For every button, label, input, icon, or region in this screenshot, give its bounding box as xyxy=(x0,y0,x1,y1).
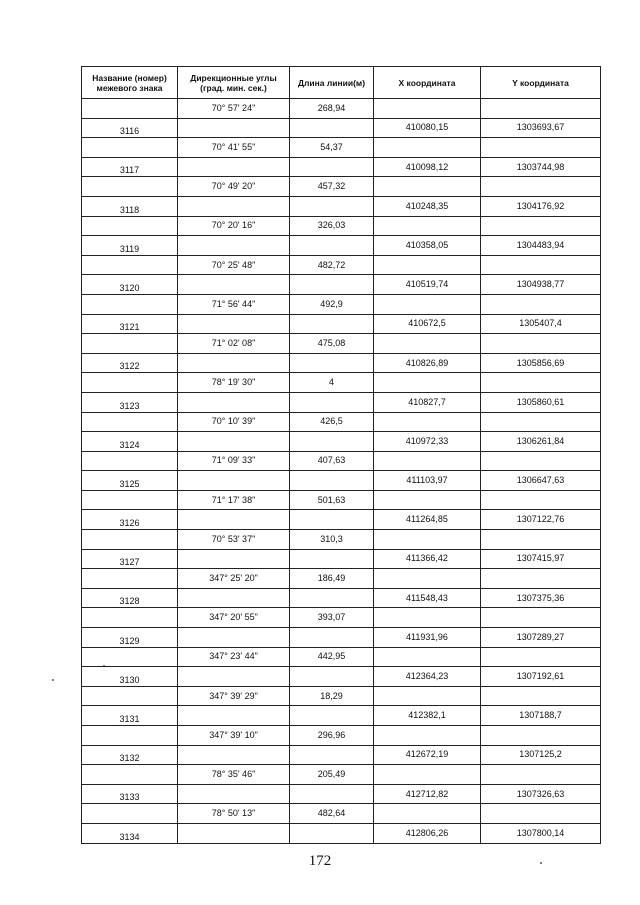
line-length-cell: 426,5 xyxy=(290,412,374,432)
x-coordinate-cell xyxy=(374,647,481,667)
mark-name-cell: 3116 xyxy=(82,118,178,138)
line-length-cell: 205,49 xyxy=(290,765,374,785)
x-coordinate-cell: 411931,96 xyxy=(374,628,481,648)
table-row xyxy=(82,510,601,530)
table-row xyxy=(82,784,601,804)
line-length-cell: 326,03 xyxy=(290,216,374,236)
y-coordinate-cell xyxy=(481,99,601,119)
line-length-cell xyxy=(290,628,374,648)
y-coordinate-cell: 1307188,7 xyxy=(481,706,601,726)
x-coordinate-cell: 412806,26 xyxy=(374,823,481,843)
y-coordinate-cell: 1305860,61 xyxy=(481,392,601,412)
table-row xyxy=(82,294,601,314)
bearing-cell: 70° 20' 16" xyxy=(178,216,290,236)
line-length-cell: 296,96 xyxy=(290,726,374,746)
y-coordinate-cell: 1307326,63 xyxy=(481,784,601,804)
mark-name-cell xyxy=(82,216,178,236)
table-row xyxy=(82,99,601,119)
mark-name-cell xyxy=(82,608,178,628)
table-row xyxy=(82,314,601,334)
x-coordinate-cell xyxy=(374,765,481,785)
mark-name-cell xyxy=(82,569,178,589)
header-line-length: Длина линии(м) xyxy=(290,67,374,99)
header-x-coordinate: X координата xyxy=(374,67,481,99)
bearing-cell xyxy=(178,196,290,216)
line-length-cell xyxy=(290,745,374,765)
line-length-cell xyxy=(290,314,374,334)
bearing-cell: 70° 25' 48" xyxy=(178,255,290,275)
bearing-cell xyxy=(178,823,290,843)
line-length-cell xyxy=(290,236,374,256)
x-coordinate-cell: 410098,12 xyxy=(374,157,481,177)
bearing-cell: 70° 10' 39" xyxy=(178,412,290,432)
y-coordinate-cell: 1307289,27 xyxy=(481,628,601,648)
mark-name-cell: 3122 xyxy=(82,353,178,373)
y-coordinate-cell xyxy=(481,490,601,510)
table-row xyxy=(82,255,601,275)
bearing-cell: 71° 09' 33" xyxy=(178,451,290,471)
y-coordinate-cell: 1303693,67 xyxy=(481,118,601,138)
scan-speck xyxy=(103,665,105,666)
y-coordinate-cell xyxy=(481,569,601,589)
bearing-cell: 347° 20' 55" xyxy=(178,608,290,628)
y-coordinate-cell xyxy=(481,726,601,746)
x-coordinate-cell: 411366,42 xyxy=(374,549,481,569)
mark-name-cell xyxy=(82,530,178,550)
x-coordinate-cell xyxy=(374,686,481,706)
bearing-cell: 70° 53' 37" xyxy=(178,530,290,550)
mark-name-cell xyxy=(82,373,178,393)
y-coordinate-cell: 1303744,98 xyxy=(481,157,601,177)
line-length-cell xyxy=(290,471,374,491)
mark-name-cell xyxy=(82,686,178,706)
y-coordinate-cell: 1304938,77 xyxy=(481,275,601,295)
table-row xyxy=(82,549,601,569)
x-coordinate-cell xyxy=(374,99,481,119)
y-coordinate-cell xyxy=(481,177,601,197)
line-length-cell: 482,72 xyxy=(290,255,374,275)
table-row xyxy=(82,373,601,393)
page-number: 172 xyxy=(308,853,332,869)
line-length-cell: 4 xyxy=(290,373,374,393)
mark-name-cell xyxy=(82,804,178,824)
y-coordinate-cell: 1304176,92 xyxy=(481,196,601,216)
line-length-cell: 475,08 xyxy=(290,334,374,354)
line-length-cell: 54,37 xyxy=(290,138,374,158)
table-row xyxy=(82,275,601,295)
line-length-cell xyxy=(290,353,374,373)
x-coordinate-cell: 412712,82 xyxy=(374,784,481,804)
bearing-cell: 71° 17' 38" xyxy=(178,490,290,510)
bearing-cell xyxy=(178,706,290,726)
bearing-cell xyxy=(178,588,290,608)
x-coordinate-cell: 410358,05 xyxy=(374,236,481,256)
bearing-cell: 347° 23' 44" xyxy=(178,647,290,667)
x-coordinate-cell xyxy=(374,726,481,746)
bearing-cell xyxy=(178,118,290,138)
x-coordinate-cell xyxy=(374,569,481,589)
bearing-cell xyxy=(178,157,290,177)
x-coordinate-cell: 410826,89 xyxy=(374,353,481,373)
y-coordinate-cell: 1307125,2 xyxy=(481,745,601,765)
mark-name-cell: 3123 xyxy=(82,392,178,412)
x-coordinate-cell xyxy=(374,490,481,510)
x-coordinate-cell xyxy=(374,451,481,471)
mark-name-cell xyxy=(82,451,178,471)
y-coordinate-cell xyxy=(481,451,601,471)
x-coordinate-cell: 410519,74 xyxy=(374,275,481,295)
line-length-cell xyxy=(290,432,374,452)
table-row xyxy=(82,647,601,667)
bearing-cell: 78° 19' 30" xyxy=(178,373,290,393)
y-coordinate-cell xyxy=(481,216,601,236)
mark-name-cell: 3128 xyxy=(82,588,178,608)
header-mark-name: Название (номер) межевого знака xyxy=(82,67,178,99)
line-length-cell xyxy=(290,392,374,412)
bearing-cell: 70° 49' 20" xyxy=(178,177,290,197)
mark-name-cell xyxy=(82,490,178,510)
mark-name-cell xyxy=(82,138,178,158)
x-coordinate-cell xyxy=(374,530,481,550)
line-length-cell xyxy=(290,157,374,177)
bearing-cell: 70° 57' 24" xyxy=(178,99,290,119)
header-bearing: Дирекционные углы (град. мин. сек.) xyxy=(178,67,290,99)
scan-speck xyxy=(52,679,54,681)
mark-name-cell: 3134 xyxy=(82,823,178,843)
y-coordinate-cell: 1307192,61 xyxy=(481,667,601,687)
line-length-cell: 492,9 xyxy=(290,294,374,314)
header-y-coordinate: Y координата xyxy=(481,67,601,99)
line-length-cell xyxy=(290,510,374,530)
bearing-cell: 347° 39' 29" xyxy=(178,686,290,706)
mark-name-cell xyxy=(82,412,178,432)
mark-name-cell: 3127 xyxy=(82,549,178,569)
table-row xyxy=(82,412,601,432)
y-coordinate-cell xyxy=(481,138,601,158)
line-length-cell: 310,3 xyxy=(290,530,374,550)
table-row xyxy=(82,118,601,138)
line-length-cell: 501,63 xyxy=(290,490,374,510)
x-coordinate-cell: 412382,1 xyxy=(374,706,481,726)
table-row xyxy=(82,157,601,177)
bearing-cell xyxy=(178,667,290,687)
mark-name-cell: 3120 xyxy=(82,275,178,295)
x-coordinate-cell: 410827,7 xyxy=(374,392,481,412)
bearing-cell xyxy=(178,392,290,412)
table-row xyxy=(82,745,601,765)
y-coordinate-cell xyxy=(481,765,601,785)
x-coordinate-cell: 411548,43 xyxy=(374,588,481,608)
x-coordinate-cell xyxy=(374,216,481,236)
table-row xyxy=(82,667,601,687)
line-length-cell: 482,64 xyxy=(290,804,374,824)
table-row xyxy=(82,765,601,785)
y-coordinate-cell xyxy=(481,608,601,628)
bearing-cell xyxy=(178,353,290,373)
x-coordinate-cell xyxy=(374,804,481,824)
x-coordinate-cell: 410672,5 xyxy=(374,314,481,334)
mark-name-cell: 3125 xyxy=(82,471,178,491)
mark-name-cell xyxy=(82,177,178,197)
y-coordinate-cell xyxy=(481,530,601,550)
x-coordinate-cell xyxy=(374,255,481,275)
mark-name-cell: 3124 xyxy=(82,432,178,452)
x-coordinate-cell: 411264,85 xyxy=(374,510,481,530)
mark-name-cell xyxy=(82,334,178,354)
bearing-cell xyxy=(178,236,290,256)
line-length-cell: 442,95 xyxy=(290,647,374,667)
bearing-cell xyxy=(178,510,290,530)
line-length-cell xyxy=(290,549,374,569)
table-row xyxy=(82,196,601,216)
mark-name-cell xyxy=(82,294,178,314)
bearing-cell xyxy=(178,549,290,569)
table-row xyxy=(82,216,601,236)
line-length-cell xyxy=(290,784,374,804)
bearing-cell xyxy=(178,745,290,765)
y-coordinate-cell: 1306261,84 xyxy=(481,432,601,452)
bearing-cell: 70° 41' 55" xyxy=(178,138,290,158)
mark-name-cell: 3126 xyxy=(82,510,178,530)
mark-name-cell xyxy=(82,99,178,119)
bearing-cell xyxy=(178,784,290,804)
table-row xyxy=(82,177,601,197)
table-row xyxy=(82,353,601,373)
x-coordinate-cell: 410080,15 xyxy=(374,118,481,138)
table-row xyxy=(82,804,601,824)
x-coordinate-cell xyxy=(374,177,481,197)
table-row xyxy=(82,490,601,510)
table-header-row xyxy=(82,67,601,99)
y-coordinate-cell: 1307415,97 xyxy=(481,549,601,569)
y-coordinate-cell: 1307800,14 xyxy=(481,823,601,843)
table-row xyxy=(82,138,601,158)
x-coordinate-cell: 411103,97 xyxy=(374,471,481,491)
mark-name-cell: 3121 xyxy=(82,314,178,334)
bearing-cell xyxy=(178,314,290,334)
mark-name-cell xyxy=(82,647,178,667)
scan-speck xyxy=(540,862,542,864)
y-coordinate-cell: 1305407,4 xyxy=(481,314,601,334)
line-length-cell xyxy=(290,588,374,608)
bearing-cell xyxy=(178,628,290,648)
x-coordinate-cell: 410248,35 xyxy=(374,196,481,216)
mark-name-cell xyxy=(82,255,178,275)
table-row xyxy=(82,569,601,589)
bearing-cell xyxy=(178,275,290,295)
line-length-cell xyxy=(290,706,374,726)
x-coordinate-cell xyxy=(374,373,481,393)
table-row xyxy=(82,628,601,648)
y-coordinate-cell xyxy=(481,334,601,354)
x-coordinate-cell xyxy=(374,138,481,158)
table-row xyxy=(82,706,601,726)
boundary-marks-table xyxy=(81,66,601,844)
mark-name-cell: 3129 xyxy=(82,628,178,648)
line-length-cell: 268,94 xyxy=(290,99,374,119)
y-coordinate-cell: 1304483,94 xyxy=(481,236,601,256)
y-coordinate-cell: 1307122,76 xyxy=(481,510,601,530)
bearing-cell xyxy=(178,471,290,491)
x-coordinate-cell xyxy=(374,608,481,628)
table-row xyxy=(82,392,601,412)
mark-name-cell: 3118 xyxy=(82,196,178,216)
line-length-cell xyxy=(290,118,374,138)
mark-name-cell: 3117 xyxy=(82,157,178,177)
table-row xyxy=(82,726,601,746)
y-coordinate-cell xyxy=(481,294,601,314)
y-coordinate-cell: 1307375,36 xyxy=(481,588,601,608)
y-coordinate-cell xyxy=(481,412,601,432)
y-coordinate-cell: 1306647,63 xyxy=(481,471,601,491)
mark-name-cell: 3132 xyxy=(82,745,178,765)
line-length-cell xyxy=(290,196,374,216)
bearing-cell: 71° 02' 08" xyxy=(178,334,290,354)
table-row xyxy=(82,236,601,256)
y-coordinate-cell xyxy=(481,255,601,275)
x-coordinate-cell: 412672,19 xyxy=(374,745,481,765)
bearing-cell: 347° 39' 10" xyxy=(178,726,290,746)
bearing-cell: 78° 50' 13" xyxy=(178,804,290,824)
table-row xyxy=(82,608,601,628)
line-length-cell: 18,29 xyxy=(290,686,374,706)
table-row xyxy=(82,471,601,491)
table-row xyxy=(82,432,601,452)
table-row xyxy=(82,530,601,550)
x-coordinate-cell: 410972,33 xyxy=(374,432,481,452)
table-row xyxy=(82,686,601,706)
x-coordinate-cell: 412364,23 xyxy=(374,667,481,687)
y-coordinate-cell xyxy=(481,647,601,667)
line-length-cell: 457,32 xyxy=(290,177,374,197)
x-coordinate-cell xyxy=(374,412,481,432)
table-row xyxy=(82,588,601,608)
line-length-cell xyxy=(290,667,374,687)
table-row xyxy=(82,334,601,354)
mark-name-cell xyxy=(82,726,178,746)
y-coordinate-cell: 1305856,69 xyxy=(481,353,601,373)
bearing-cell: 71° 56' 44" xyxy=(178,294,290,314)
x-coordinate-cell xyxy=(374,334,481,354)
line-length-cell: 393,07 xyxy=(290,608,374,628)
table-row xyxy=(82,823,601,843)
mark-name-cell xyxy=(82,765,178,785)
y-coordinate-cell xyxy=(481,373,601,393)
y-coordinate-cell xyxy=(481,804,601,824)
bearing-cell: 78° 35' 46" xyxy=(178,765,290,785)
y-coordinate-cell xyxy=(481,686,601,706)
mark-name-cell: 3119 xyxy=(82,236,178,256)
bearing-cell: 347° 25' 20" xyxy=(178,569,290,589)
x-coordinate-cell xyxy=(374,294,481,314)
mark-name-cell: 3130 xyxy=(82,667,178,687)
line-length-cell: 407,63 xyxy=(290,451,374,471)
mark-name-cell: 3131 xyxy=(82,706,178,726)
line-length-cell xyxy=(290,275,374,295)
line-length-cell: 186,49 xyxy=(290,569,374,589)
bearing-cell xyxy=(178,432,290,452)
mark-name-cell: 3133 xyxy=(82,784,178,804)
table-body xyxy=(82,99,601,844)
table-row xyxy=(82,451,601,471)
line-length-cell xyxy=(290,823,374,843)
